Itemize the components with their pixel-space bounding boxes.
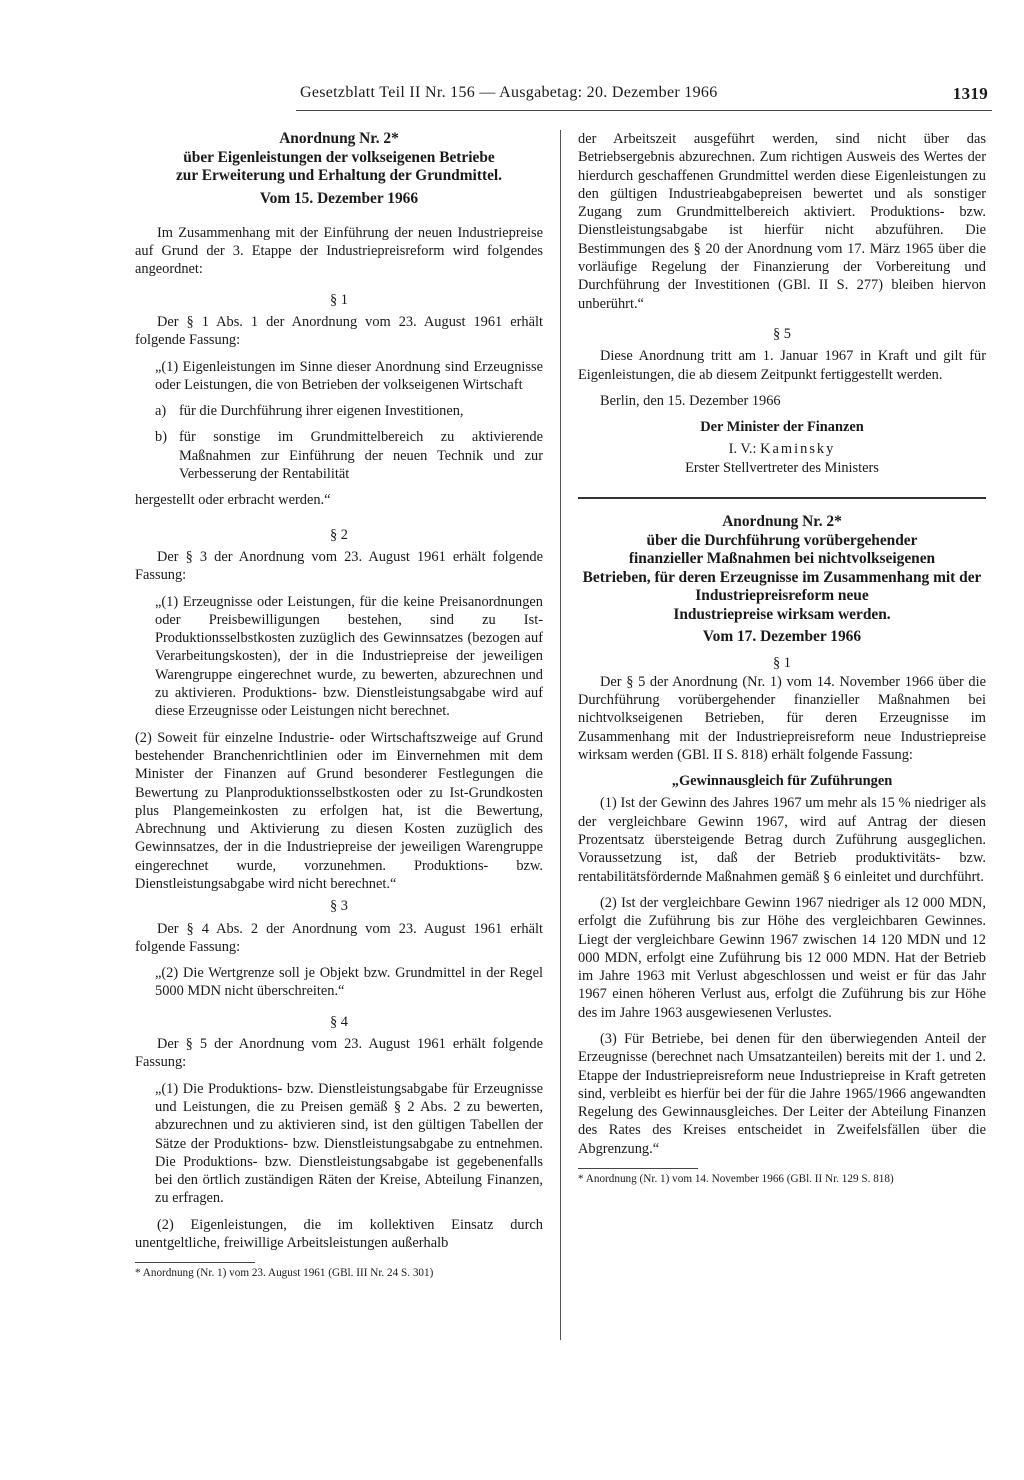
section-text: Der § 4 Abs. 2 der Anordnung vom 23. August 1961 erhält folgende Fassung: — [135, 920, 543, 955]
title-line: Anordnung Nr. 2* — [722, 513, 842, 531]
quoted-paragraph: (2) Ist der vergleichbare Gewinn 1967 niedriger als 12 000 MDN, erfolgt die Zuführung bis zur Höhe des vergleichbaren Gewinnes. Liegt der vergleichbare Gewinn 1967 zwischen 14 120 MDN und 12 000 MDN, erfolgt eine Zuführung bis 12 000 MDN. Hat der Betrieb im Jahre 1963 mit Verlust abgeschlossen und weist er für das Jahr 1967 einen höheren Verlust aus, erfolgt die Zuführung bis zur Höhe des im Jahre 1963 ausgewiesenen Verlustes. — [578, 894, 986, 1021]
quoted-paragraph: „(1) Eigenleistungen im Sinne dieser Anordnung sind Erzeugnisse oder Leistungen, die von Betrieben der volkseigenen Wirtschaft — [155, 358, 543, 393]
title-line: Anordnung Nr. 2* — [279, 130, 399, 147]
ordinance-title — [578, 513, 986, 624]
footnote: * Anordnung (Nr. 1) vom 23. August 1961 (GBl. III Nr. 24 S. 301) — [135, 1267, 434, 1280]
continuation-paragraph: der Arbeitszeit ausgeführt werden, sind nicht über das Betriebsergebnis abzurechnen. Zum richtigen Ausweis des Wertes der hierdurch geschaffenen Grundmittel werden diese Eigenleistungen zu den gültigen Industrieabgabepreisen bewertet und als sonstiger Zugang zum Grundmittelbereich aktiviert. Produktions- bzw. Dienstleistungsabgabe ist hierfür nicht abzuführen. Die Bestimmungen des § 20 der Anordnung vom 17. März 1965 über die vorläufige Regelung der Finanzierung der Vorbereitung und Durchführung der Investitionen (GBl. II S. 277) bleiben hiervon unberührt.“ — [578, 131, 986, 312]
ordinance-title — [135, 130, 543, 186]
section-heading: § 3 — [330, 898, 348, 915]
signer-office: Der Minister der Finanzen — [700, 419, 864, 436]
quoted-subheading: „Gewinnausgleich für Zuführungen — [671, 773, 893, 790]
section-separator — [578, 497, 986, 499]
section-text: Der § 5 der Anordnung vom 23. August 1961 erhält folgende Fassung: — [135, 1036, 543, 1071]
page-number: 1319 — [952, 84, 988, 103]
list-text: für die Durchführung ihrer eigenen Investitionen, — [179, 403, 464, 420]
quoted-paragraph: „(1) Erzeugnisse oder Leistungen, für die keine Preisanordnungen oder Preisbewilligungen bestehen, sind zu Ist-Produktionsselbstkosten zuzüglich des Gewinnsatzes (bezogen auf Verarbeitungskosten), der in die Industriepreise der jeweiligen Warengruppe eingerechnet wurde, zu bewerten, abzurechnen und zu aktivieren. Produktions- bzw. Dienstleistungsabgabe wird auf diese Erzeugnisse oder Leistungen nicht berechnet. — [155, 593, 543, 720]
section-text: Der § 5 der Anordnung (Nr. 1) vom 14. November 1966 über die Durchführung vorübergehender finanzieller Maßnahmen bei nichtvolkseigenen Betrieben, für deren Erzeugnisse im Zusammenhang mit der Industriepreisreform neue Industriepreise wirksam werden (GBl. II S. 818) erhält folgende Fassung: — [578, 673, 986, 763]
quoted-paragraph: (3) Für Betriebe, bei denen für den überwiegenden Anteil der Erzeugnisse (berechnet nach Umsatzanteilen) bereits mit der 1. und 2. Etappe der Industriepreisreform neue Industriepreise in Kraft getreten sind, verbleibt es hierfür bei der für die Jahre 1965/1966 angewandten Regelung des Gewinnausgleiches. Der Leiter der Abteilung Finanzen des Rates des Kreises entscheidet in Zweifelsfällen über die Abgrenzung.“ — [578, 1030, 986, 1157]
quoted-paragraph: „(1) Die Produktions- bzw. Dienstleistungsabgabe für Erzeugnisse und Leistungen, die zu Preisen gemäß § 2 Abs. 2 zu bewerten, abzurechnen und zu aktivieren sind, ist den gültigen Tabellen der Sätze der Produktions- bzw. Dienstleistungsabgabe zu entnehmen. Die Produktions- bzw. Dienstleistungsabgabe ist gegebenenfalls bei den örtlich zuständigen Räten der Kreise, Abteilung Finanzen, zu erfragen. — [155, 1080, 543, 1207]
section-text: Der § 3 der Anordnung vom 23. August 1961 erhält folgende Fassung: — [135, 548, 543, 584]
title-line: Industriepreise wirksam werden. — [673, 605, 891, 623]
section-heading: § 1 — [330, 291, 348, 308]
footnote-rule — [578, 1168, 698, 1169]
signature-line — [578, 440, 986, 458]
section-heading: § 5 — [773, 325, 791, 342]
signer-role: Erster Stellvertreter des Ministers — [685, 459, 879, 476]
left-column — [135, 130, 543, 1281]
title-line: Betrieben, für deren Erzeugnisse im Zusammenhang mit der Industriepreisreform neue — [582, 568, 982, 605]
section-heading: § 2 — [330, 526, 348, 543]
column-divider — [560, 130, 561, 1340]
title-line: über Eigenleistungen der volkseigenen Betriebe — [183, 148, 495, 166]
right-column — [578, 130, 986, 1187]
quoted-paragraph: „(2) Die Wertgrenze soll je Objekt bzw. Grundmittel in der Regel 5000 MDN nicht überschreiten.“ — [155, 965, 543, 1000]
ordinance-date: Vom 17. Dezember 1966 — [702, 628, 862, 646]
quoted-paragraph-end: hergestellt oder erbracht werden.“ — [135, 492, 331, 509]
list-label: a) — [155, 403, 167, 420]
quoted-paragraph: (1) Ist der Gewinn des Jahres 1967 um mehr als 15 % niedriger als der vergleichbare Gewinn 1967, wird auf Antrag der diesen Prozentsatz übersteigende Betrag durch Zuführung ausgeglichen. Voraussetzung ist, daß der Betrieb produktivitäts- bzw. rentabilitätsfördernde Maßnahmen gemäß § 6 einleitet und durchführt. — [578, 795, 986, 885]
list-text: für sonstige im Grundmittelbereich zu aktivierende Maßnahmen zur Einführung der neuen Technik und zur Verbesserung der Rentabilität — [179, 429, 543, 483]
running-title: Gesetzblatt Teil II Nr. 156 — Ausgabetag: 20. Dezember 1966 — [300, 84, 718, 101]
section-heading: § 1 — [773, 655, 791, 672]
header-rule — [296, 110, 992, 111]
quoted-paragraph: (2) Soweit für einzelne Industrie- oder Wirtschaftszweige auf Grund bestehender Branchenrichtlinien oder im Einvernehmen mit dem Minister der Finanzen auf Grund besonderer Festlegungen die Bewertung zu Planproduktionsselbstkosten oder zu Ist-Grundkosten plus Plangemeinkosten zu erfolgen hat, ist die Bewertung, Abrechnung und Aktivierung zu diesen Kosten zuzüglich des Gewinnsatzes, der in die Industriepreise der jeweiligen Warengruppe eingerechnet wurde, vorzunehmen. Produktions- bzw. Dienstleistungsabgabe wird nicht berechnet.“ — [135, 729, 543, 892]
title-line: zur Erweiterung und Erhaltung der Grundmittel. — [175, 167, 503, 184]
list-label: b) — [155, 429, 167, 446]
quoted-paragraph: (2) Eigenleistungen, die im kollektiven Einsatz durch unentgeltliche, freiwillige Arbeitsleistungen außerhalb — [135, 1216, 543, 1252]
signer-name: Kaminsky — [760, 441, 836, 458]
footnote: * Anordnung (Nr. 1) vom 14. November 1966 (GBl. II Nr. 129 S. 818) — [578, 1173, 894, 1186]
title-line: über die Durchführung vorübergehender — [646, 531, 918, 549]
title-line: finanzieller Maßnahmen bei nichtvolkseigenen — [628, 550, 936, 568]
section-text: Diese Anordnung tritt am 1. Januar 1967 in Kraft und gilt für Eigenleistungen, die ab diesem Zeitpunkt fertiggestellt werden. — [578, 348, 986, 383]
section-text: Der § 1 Abs. 1 der Anordnung vom 23. August 1961 erhält folgende Fassung: — [135, 313, 543, 349]
page-header — [300, 84, 988, 108]
place-date: Berlin, den 15. Dezember 1966 — [600, 392, 781, 409]
list-item — [135, 402, 543, 420]
list-item — [135, 428, 543, 483]
footnote-rule — [135, 1262, 255, 1263]
intro-paragraph: Im Zusammenhang mit der Einführung der neuen Industriepreise auf Grund der 3. Etappe der Industriepreisreform wird folgendes angeordnet: — [135, 224, 543, 278]
section-heading: § 4 — [330, 1013, 348, 1030]
signer-prefix: I. V.: — [728, 441, 757, 458]
ordinance-date: Vom 15. Dezember 1966 — [259, 189, 419, 207]
